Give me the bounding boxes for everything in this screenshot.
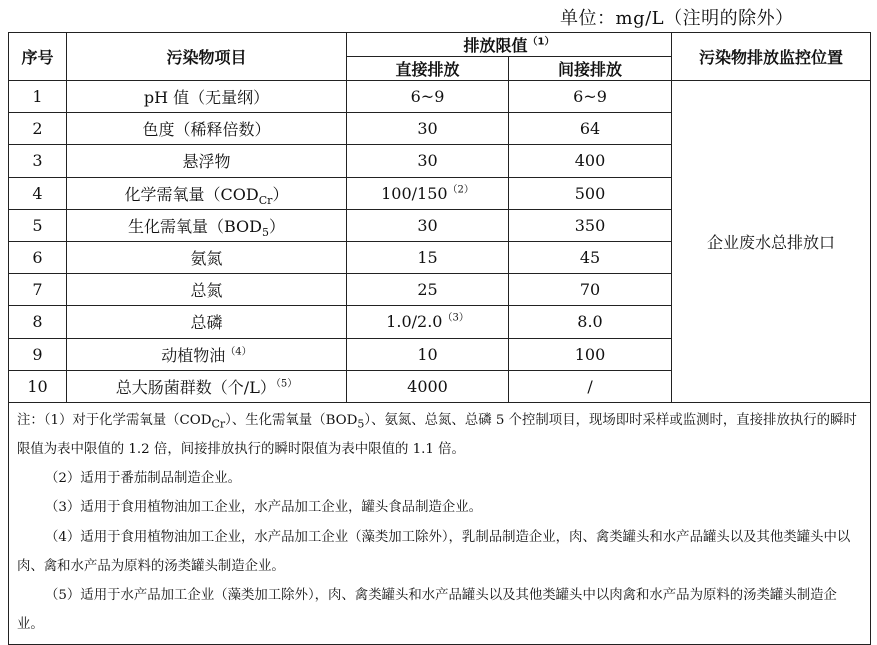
cell-indirect: 100 — [509, 338, 672, 370]
cell-direct: 30 — [347, 113, 509, 145]
cell-no: 6 — [9, 241, 67, 273]
cell-item-note: （5） — [275, 378, 298, 390]
emission-limits-table — [8, 32, 871, 645]
cell-direct: 15 — [347, 241, 509, 273]
cell-indirect: 400 — [509, 145, 672, 177]
cell-item — [67, 370, 347, 402]
cell-item: 总氮 — [67, 274, 347, 306]
note-1-part-a: 注：（1）对于化学需氧量（COD — [17, 412, 212, 428]
cell-direct: 4000 — [347, 370, 509, 402]
notes-row — [9, 402, 871, 644]
cell-direct: 6~9 — [347, 81, 509, 113]
cell-item-text: 化学需氧量（COD — [124, 184, 259, 204]
note-1 — [17, 406, 862, 464]
note-5: （5）适用于水产品加工企业（藻类加工除外），肉、禽类罐头和水产品罐头以及其他类罐头中以肉禽和水产品为原料的汤类罐头制造企业。 — [17, 588, 837, 633]
cell-no: 2 — [9, 113, 67, 145]
cell-direct — [347, 177, 509, 209]
cell-no: 4 — [9, 177, 67, 209]
cell-indirect: 8.0 — [509, 306, 672, 338]
note-4: （4）适用于食用植物油加工企业，水产品加工企业（藻类加工除外），乳制品制造企业，肉、禽类罐头和水产品罐头以及其他类罐头中以肉、禽和水产品为原料的汤类罐头制造企业。 — [17, 529, 851, 574]
cell-indirect: 64 — [509, 113, 672, 145]
cell-indirect: 70 — [509, 274, 672, 306]
cell-direct-note: （2） — [447, 184, 474, 196]
cell-item-text: 生化需氧量（BOD — [127, 216, 262, 236]
cell-no: 8 — [9, 306, 67, 338]
header-monitoring-position: 污染物排放监控位置 — [672, 33, 871, 81]
cell-direct: 30 — [347, 209, 509, 241]
cell-no: 9 — [9, 338, 67, 370]
cell-item: 氨氮 — [67, 241, 347, 273]
header-serial-no: 序号 — [9, 33, 67, 81]
header-emission-limit-note: （1） — [527, 36, 555, 48]
header-emission-limit — [347, 33, 672, 57]
cell-item: 色度（稀释倍数） — [67, 113, 347, 145]
cell-no: 5 — [9, 209, 67, 241]
cell-item: pH 值（无量纲） — [67, 81, 347, 113]
cell-monitoring-position: 企业废水总排放口 — [672, 81, 871, 403]
cell-indirect: 45 — [509, 241, 672, 273]
cell-item-subscript: Cr — [258, 193, 273, 207]
note-1-subscript-cr: Cr — [211, 417, 226, 431]
cell-direct-value: 100/150 — [381, 183, 448, 203]
cell-no: 7 — [9, 274, 67, 306]
header-emission-limit-label: 排放限值 — [463, 36, 528, 55]
cell-item-tail: ） — [269, 216, 286, 236]
cell-no: 1 — [9, 81, 67, 113]
cell-indirect: 500 — [509, 177, 672, 209]
cell-direct — [347, 306, 509, 338]
cell-item-subscript: 5 — [262, 226, 269, 240]
cell-no: 10 — [9, 370, 67, 402]
header-pollutant-item: 污染物项目 — [67, 33, 347, 81]
cell-item — [67, 338, 347, 370]
cell-direct: 25 — [347, 274, 509, 306]
cell-item: 总磷 — [67, 306, 347, 338]
cell-item: 悬浮物 — [67, 145, 347, 177]
header-indirect-discharge: 间接排放 — [509, 57, 672, 81]
cell-direct: 10 — [347, 338, 509, 370]
cell-no: 3 — [9, 145, 67, 177]
note-1-part-b: ）、生化需氧量（BOD — [225, 412, 358, 428]
cell-item-text: 总大肠菌群数（个/L） — [115, 377, 276, 397]
cell-indirect: 6~9 — [509, 81, 672, 113]
note-1-part-c: ）、氨氮、总氮、总磷 5 个控制项目，现场即时采样或监测时，直接排放执行的瞬时限值为表中限值的 1.2 倍，间接排放执行的瞬时限值为表中限值的 1.1 倍。 — [17, 412, 857, 458]
header-row-1 — [9, 33, 871, 57]
table-notes — [9, 402, 871, 644]
cell-item-tail: ） — [272, 184, 289, 204]
cell-item-text: 动植物油 — [161, 345, 226, 365]
cell-indirect: / — [509, 370, 672, 402]
cell-direct: 30 — [347, 145, 509, 177]
cell-item — [67, 209, 347, 241]
cell-indirect: 350 — [509, 209, 672, 241]
header-direct-discharge: 直接排放 — [347, 57, 509, 81]
note-1-subscript-5: 5 — [357, 417, 365, 431]
cell-item-note: （4） — [225, 346, 252, 358]
unit-label: 单位：mg/L（注明的除外） — [560, 8, 794, 29]
cell-item — [67, 177, 347, 209]
cell-direct-value: 1.0/2.0 — [386, 312, 443, 332]
cell-direct-note: （3） — [442, 313, 469, 325]
table-row — [9, 81, 871, 113]
note-3: （3）适用于食用植物油加工企业，水产品加工企业，罐头食品制造企业。 — [45, 500, 483, 516]
note-2: （2）适用于番茄制品制造企业。 — [45, 471, 241, 487]
